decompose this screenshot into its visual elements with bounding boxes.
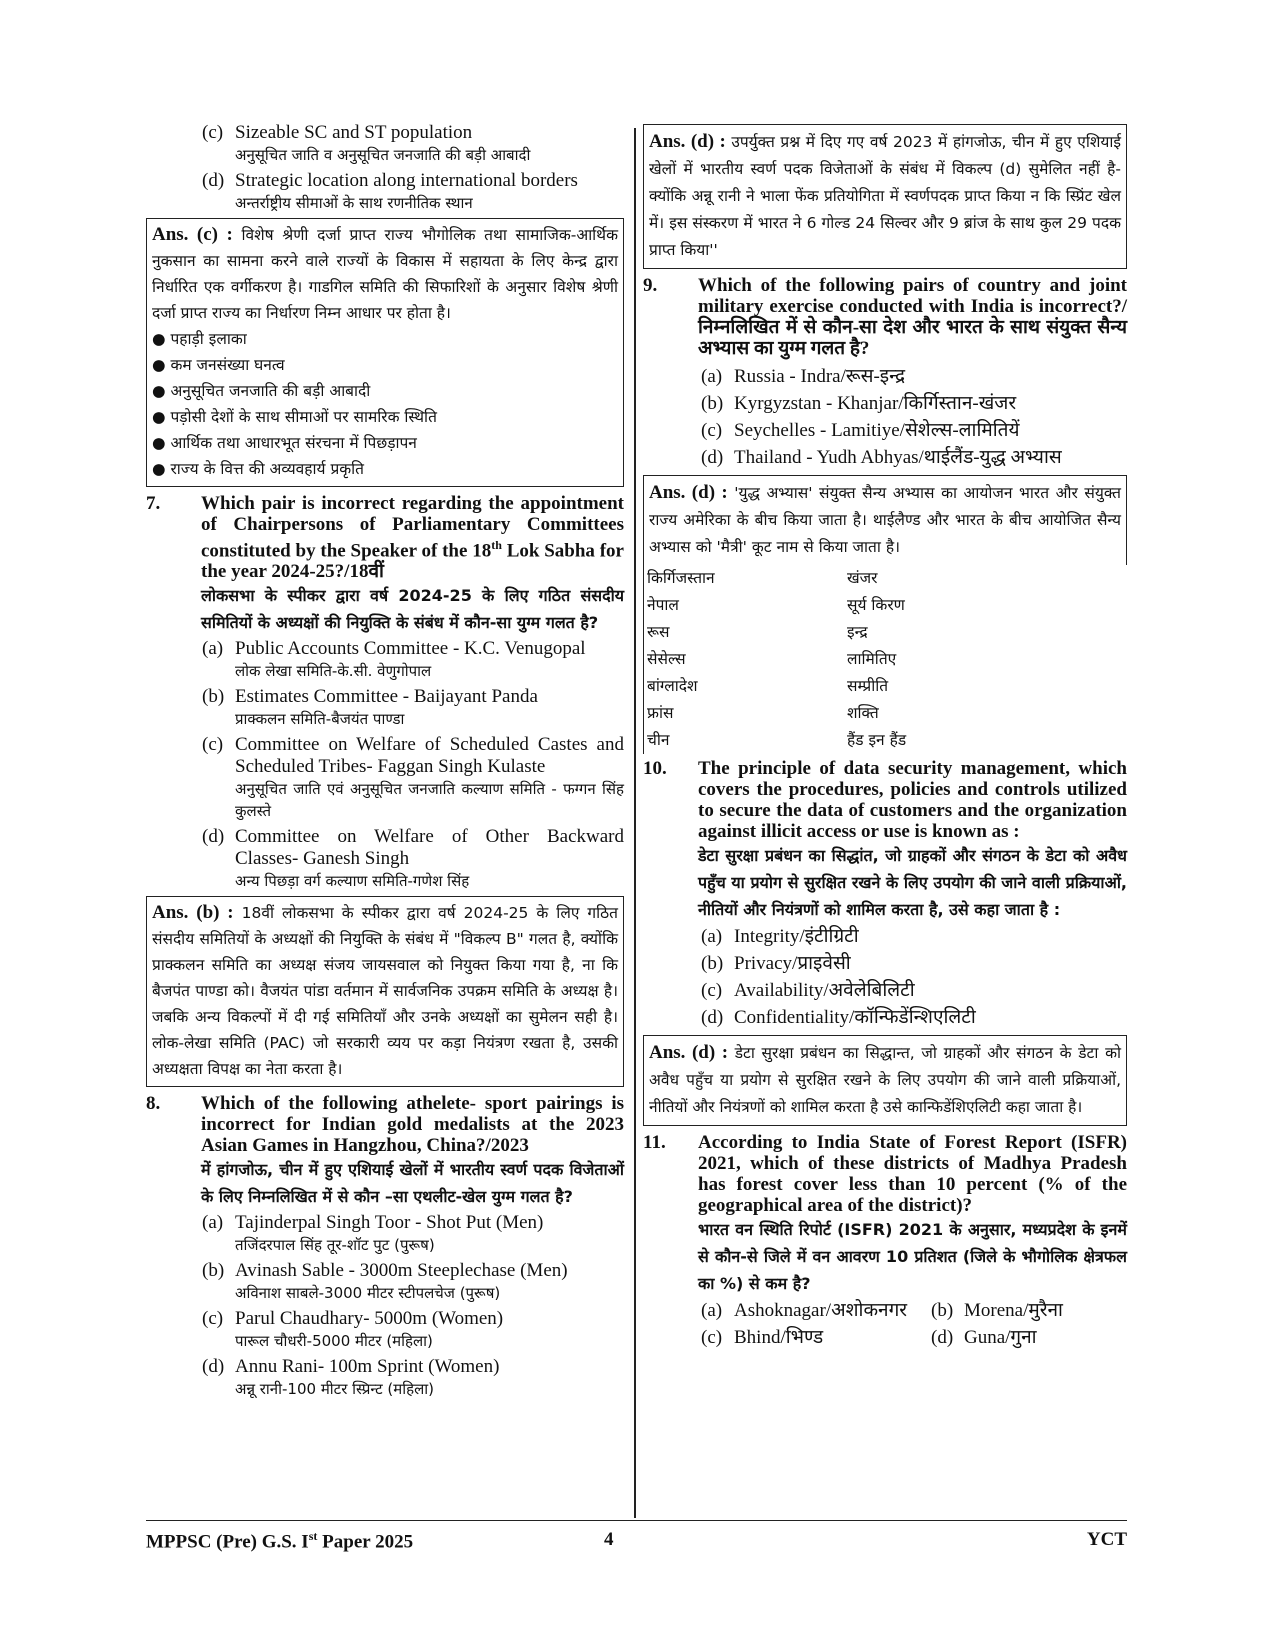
q7-option-c: (c) Committee on Welfare of Scheduled Castes and Scheduled Tribes- Faggan Singh Kulaste अनुसूचित जाति एवं अनुसूचित जनजाति कल्याण समिति - फग्गन सिंह कुलस्ते	[202, 734, 624, 821]
q11-option-d: (d) Guna/गुना	[931, 1327, 1037, 1348]
table-cell: लामितिए	[847, 650, 897, 668]
table-cell: इन्द्र	[847, 623, 868, 641]
q8-option-a: (a) Tajinderpal Singh Toor - Shot Put (Men) तजिंदरपाल सिंह तूर-शॉट पुट (पुरूष)	[202, 1212, 544, 1255]
bullet-item: ● आर्थिक तथा आधारभूत संरचना में पिछड़ापन	[152, 434, 417, 452]
q8-option-b: (b) Avinash Sable - 3000m Steeplechase (Men) अविनाश साबले-3000 मीटर स्टीपलचेज (पुरूष)	[202, 1260, 568, 1303]
question-10: 10. The principle of data security management, which covers the procedures, policies and controls utilized to secure the data of customers and the organization against illicit access or use is known as : डेटा सुरक्षा प्रबंधन का सिद्धांत, जो ग्राहकों और संगठन के डेटा को अवैध पहुँच या प्रयोग से सुरक्षित रखने के लिए उपयोग की जाने वाली प्रक्रियाओं, नीतियों और नियंत्रणों को शामिल करता है, उसे कहा जाता है :	[643, 758, 1127, 919]
footer-exam-title: MPPSC (Pre) G.S. Ist Paper 2025	[146, 1529, 414, 1553]
q10-options	[643, 923, 1127, 1031]
question-7: 7. Which pair is incorrect regarding the appointment of Chairpersons of Parliamentary Committees constituted by the Speaker of the 18th Lok Sabha for the year 2024-25?/18वीं लोकसभा के स्पीकर द्वारा वर्ष 2024-25 के लिए गठित संसदीय समितियों के अध्यक्षों की नियुक्ति के संबंध में कौन-सा युग्म गलत है?	[146, 493, 624, 633]
q11-option-a: (a) Ashoknagar/अशोकनगर	[701, 1300, 908, 1321]
bullet-item: ● पड़ोसी देशों के साथ सीमाओं पर सामरिक स्थिति	[152, 408, 437, 426]
q9-option-b: (b) Kyrgyzstan - Khanjar/किर्गिस्तान-खंजर	[701, 393, 1017, 414]
table-cell: सेसेल्स	[647, 650, 686, 668]
table-cell: नेपाल	[647, 596, 679, 614]
table-cell: हैंड इन हैंड	[847, 731, 907, 749]
table-cell: किर्गिजस्तान	[647, 569, 715, 587]
footer-publisher: YCT	[1086, 1529, 1127, 1550]
bullet-item: ● पहाड़ी इलाका	[152, 330, 247, 348]
answer-box-q9: Ans. (d) : 'युद्ध अभ्यास' संयुक्त सैन्य अभ्यास का आयोजन भारत और संयुक्त राज्य अमेरिका के बीच किया जाता है। थाईलैण्ड और भारत के बीच आयोजित सैन्य अभ्यास को 'मैत्री' कूट नाम से किया जाता है।	[643, 475, 1127, 565]
q10-option-b: (b) Privacy/प्राइवेसी	[701, 953, 851, 974]
q7-option-d: (d) Committee on Welfare of Other Backward Classes- Ganesh Singh अन्य पिछड़ा वर्ग कल्याण समिति-गणेश सिंह	[202, 826, 624, 891]
q10-option-c: (c) Availability/अवेलेबिलिटी	[701, 980, 915, 1001]
q9-option-a: (a) Russia - Indra/रूस-इन्द्र	[701, 366, 906, 387]
q9-option-c: (c) Seychelles - Lamitiye/सेशेल्स-लामितियें	[701, 420, 1020, 441]
answer-box-q6: Ans. (c) : विशेष श्रेणी दर्जा प्राप्त राज्य भौगोलिक तथा सामाजिक-आर्थिक नुकसान का सामना करने वाले राज्यों के विकास में सहायता के लिए केन्द्र द्वारा निर्धारित एक वर्गीकरण है। गाडगिल समिति की सिफारिशों के अनुसार विशेष श्रेणी दर्जा प्राप्त राज्य का निर्धारण निम्न आधार पर होता है। ● पहाड़ी इलाका ● कम जनसंख्या घनत्व ● अनुसूचित जनजाति की बड़ी आबादी ● पड़ोसी देशों के साथ सीमाओं पर सामरिक स्थिति ● आर्थिक तथा आधारभूत संरचना में पिछड़ापन ● राज्य के वित्त की अव्यवहार्य प्रकृति	[146, 218, 624, 487]
q8-option-c: (c) Parul Chaudhary- 5000m (Women) पारूल चौधरी-5000 मीटर (महिला)	[202, 1308, 504, 1351]
q8-option-d: (d) Annu Rani- 100m Sprint (Women) अन्नू रानी-100 मीटर स्प्रिन्ट (महिला)	[202, 1356, 500, 1399]
table-cell: सूर्य किरण	[847, 596, 905, 614]
q10-option-a: (a) Integrity/इंटीग्रिटी	[701, 926, 859, 947]
q11-option-b: (b) Morena/मुरैना	[931, 1300, 1063, 1321]
page-footer	[146, 1520, 1127, 1553]
table-cell: फ्रांस	[647, 704, 674, 722]
left-column	[146, 122, 624, 1400]
bullet-item: ● अनुसूचित जनजाति की बड़ी आबादी	[152, 382, 371, 400]
answer-box-q7: Ans. (b) : 18वीं लोकसभा के स्पीकर द्वारा वर्ष 2024-25 के लिए गठित संसदीय समितियों के अध्यक्षों की नियुक्ति के संबंध में "विकल्प B" गलत है, क्योंकि प्राक्कलन समिति का अध्यक्ष संजय जायसवाल को नियुक्त किया गया है, ना कि बैजपंत पाण्डा को। वैजयंत पांडा वर्तमान में सार्वजनिक उपक्रम समिति के अध्यक्ष है। जबकि अन्य विकल्पों में दी गई समितियाँ और उनके अध्यक्षों का सुमेलन सही है। लोक-लेखा समिति (PAC) जो सरकारी व्यय पर कड़ा नियंत्रण रखता है, उसकी अध्यक्षता विपक्ष का नेता करता है।	[146, 896, 624, 1087]
answer-box-q8: Ans. (d) : उपर्युक्त प्रश्न में दिए गए वर्ष 2023 में हांगजोऊ, चीन में हुए एशियाई खेलों में भारतीय स्वर्ण पदक विजेताओं के संबंध में विकल्प (d) सुमेलित नहीं है- क्योंकि अन्नू रानी ने भाला फेंक प्रतियोगिता में स्वर्णपदक प्राप्त किया न कि स्प्रिंट खेल में। इस संस्करण में भारत ने 6 गोल्ड 24 सिल्वर और 9 ब्रांज के साथ कुल 29 पदक प्राप्त किया''	[643, 124, 1127, 269]
exercise-table	[643, 565, 1127, 754]
right-column	[643, 122, 1127, 1351]
question-11: 11. According to India State of Forest Report (ISFR) 2021, which of these districts of Madhya Pradesh has forest cover less than 10 percent (% of the geographical area of the district)? भारत वन स्थिति रिपोर्ट (ISFR) 2021 के अनुसार, मध्यप्रदेश के इनमें से कौन-से जिले में वन आवरण 10 प्रतिशत (जिले के भौगोलिक क्षेत्रफल का %) से कम है?	[643, 1132, 1127, 1293]
q7-option-b: (b) Estimates Committee - Baijayant Panda प्राक्कलन समिति-बैजयंत पाण्डा	[202, 686, 538, 729]
table-cell: चीन	[647, 731, 670, 749]
q11-options	[643, 1297, 1127, 1351]
q11-option-c: (c) Bhind/भिण्ड	[701, 1327, 824, 1348]
q7-option-a: (a) Public Accounts Committee - K.C. Venugopal लोक लेखा समिति-के.सी. वेणुगोपाल	[202, 638, 586, 681]
q9-options	[643, 363, 1127, 471]
q6-option-c: (c) Sizeable SC and ST population अनुसूचित जाति व अनुसूचित जनजाति की बड़ी आबादी	[202, 122, 531, 164]
q9-option-d: (d) Thailand - Yudh Abhyas/थाईलैंड-युद्ध अभ्यास	[701, 447, 1062, 468]
answer-box-q10: Ans. (d) : डेटा सुरक्षा प्रबंधन का सिद्धान्त, जो ग्राहकों और संगठन के डेटा को अवैध पहुँच या प्रयोग से सुरक्षित रखने के लिए उपयोग की जाने वाली प्रक्रियाओं, नीतियों और नियंत्रणों को शामिल करता है उसे कान्फिडेंशिएलिटी कहा जाता है।	[643, 1035, 1127, 1126]
bullet-item: ● कम जनसंख्या घनत्व	[152, 356, 285, 374]
page-number: 4	[604, 1529, 614, 1550]
table-cell: रूस	[647, 623, 670, 641]
q10-option-d: (d) Confidentiality/कॉन्फिडेंन्शिएलिटी	[701, 1007, 976, 1028]
question-9: 9. Which of the following pairs of country and joint military exercise conducted with India is incorrect?/निम्नलिखित में से कौन-सा देश और भारत के साथ संयुक्त सैन्य अभ्यास का युग्म गलत है?	[643, 275, 1127, 359]
q6-option-d: (d) Strategic location along international borders अन्तर्राष्ट्रीय सीमाओं के साथ रणनीतिक स्थान	[202, 170, 578, 212]
q8-options	[146, 1212, 624, 1400]
bullet-item: ● राज्य के वित्त की अव्यवहार्य प्रकृति	[152, 460, 365, 478]
column-divider	[634, 128, 636, 1518]
q7-options	[146, 638, 624, 892]
table-cell: खंजर	[847, 569, 878, 587]
question-8: 8. Which of the following athelete- sport pairings is incorrect for Indian gold medalists at the 2023 Asian Games in Hangzhou, China?/2023 में हांगजोऊ, चीन में हुए एशियाई खेलों में भारतीय स्वर्ण पदक विजेताओं के लिए निम्नलिखित में से कौन –सा एथलीट-खेल युग्म गलत है?	[146, 1093, 624, 1207]
table-cell: शक्ति	[847, 704, 879, 722]
table-cell: बांग्लादेश	[647, 677, 698, 695]
table-cell: सम्प्रीति	[847, 677, 889, 695]
